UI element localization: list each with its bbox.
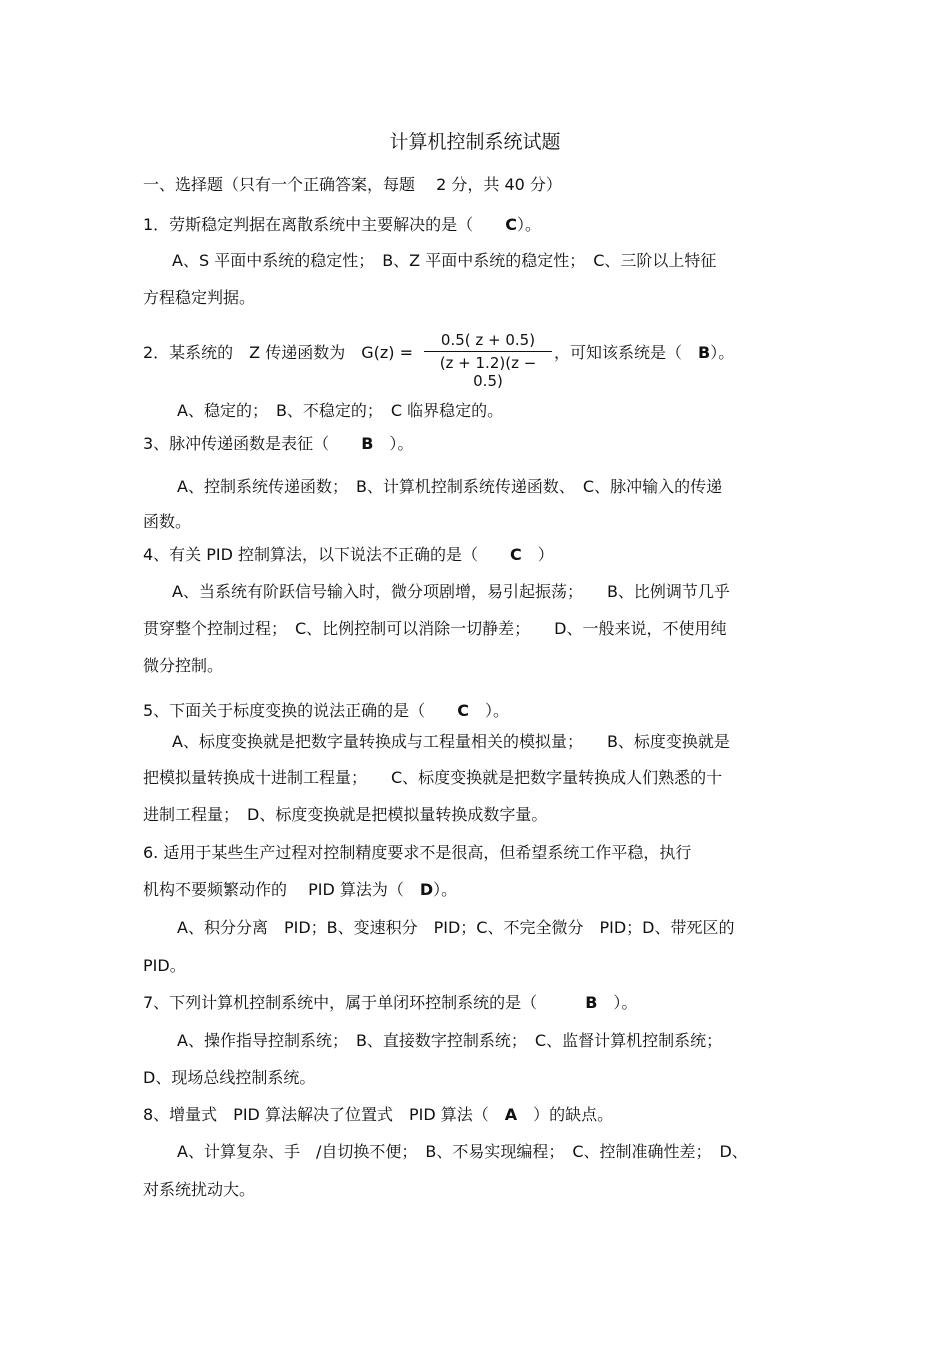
question-8 (143, 1105, 613, 1125)
question-stem: 7、下列计算机控制系统中，属于单闭环控制系统的是（ (143, 993, 586, 1012)
question-5-options-cont: 进制工程量； D、标度变换就是把模拟量转换成数字量。 (143, 805, 548, 824)
question-6: 6. 适用于某些生产过程对控制精度要求不是很高，但希望系统工作平稳，执行 (143, 843, 692, 862)
question-2-options: A、稳定的； B、不稳定的； C 临界稳定的。 (177, 401, 504, 420)
answer-letter: C (505, 215, 517, 234)
answer-letter: B (698, 343, 711, 362)
question-2 (143, 343, 413, 363)
question-stem: 8、增量式 PID 算法解决了位置式 PID 算法（ (143, 1105, 505, 1124)
question-stem-end: ）的缺点。 (517, 1105, 614, 1124)
question-5 (143, 701, 509, 721)
question-4 (143, 545, 554, 565)
question-stem: 1．劳斯稳定判据在离散系统中主要解决的是（ (143, 215, 506, 234)
question-stem-end: ）。 (516, 215, 541, 234)
question-1-options-cont: 方程稳定判据。 (143, 288, 256, 307)
question-7-options-cont: D、现场总线控制系统。 (143, 1068, 316, 1087)
answer-letter: A (504, 1105, 518, 1124)
question-6-options: A、积分分离 PID；B、变速积分 PID；C、不完全微分 PID；D、带死区的 (177, 918, 735, 937)
question-stem-end: ）。 (710, 343, 735, 362)
answer-letter: D (419, 880, 434, 899)
question-stem: 2．某系统的 Z 传递函数为 G(z) = (143, 343, 414, 362)
question-4-options-cont: 贯穿整个控制过程； C、比例控制可以消除一切静差； D、一般来说，不使用纯 (143, 619, 727, 638)
question-7-options: A、操作指导控制系统； B、直接数字控制系统； C、监督计算机控制系统； (177, 1031, 723, 1050)
answer-letter: C (510, 545, 522, 564)
question-8-options-cont: 对系统扰动大。 (143, 1180, 256, 1199)
question-stem: ，可知该系统是（ (554, 343, 699, 362)
question-5-options-cont: 把模拟量转换成十进制工程量； C、标度变换就是把数字量转换成人们熟悉的十 (143, 768, 723, 787)
question-6-cont (143, 880, 457, 900)
answer-letter: C (457, 701, 469, 720)
question-3-options-cont: 函数。 (143, 512, 192, 531)
question-8-options: A、计算复杂、手 /自切换不便； B、不易实现编程； C、控制准确性差； D、 (177, 1142, 748, 1161)
question-stem: 3、脉冲传递函数是表征（ (143, 434, 362, 453)
question-stem-end: ）。 (597, 993, 638, 1012)
answer-letter: B (361, 434, 374, 453)
question-7 (143, 993, 637, 1013)
fraction-numerator: 0.5( z + 0.5) (440, 331, 536, 349)
question-stem: 机构不要频繁动作的 PID 算法为（ (143, 880, 420, 899)
question-2-end (554, 343, 734, 363)
question-6-options-cont: PID。 (143, 956, 186, 975)
fraction-denominator: (z + 1.2)(z − 0.5) (439, 354, 537, 390)
question-stem-end: ） (521, 545, 554, 564)
question-5-options: A、标度变换就是把数字量转换成与工程量相关的模拟量； B、标度变换就是 (172, 732, 730, 751)
question-4-options: A、当系统有阶跃信号输入时，微分项剧增，易引起振荡； B、比例调节几乎 (172, 582, 730, 601)
answer-letter: B (585, 993, 598, 1012)
page-title: 计算机控制系统试题 (389, 131, 561, 153)
question-stem-end: ）。 (433, 880, 458, 899)
transfer-function-fraction (424, 331, 552, 390)
section-heading: 一、选择题（只有一个正确答案，每题 2 分，共 40 分） (143, 175, 562, 194)
question-stem: 5、下面关于标度变换的说法正确的是（ (143, 701, 458, 720)
question-stem-end: ）。 (373, 434, 414, 453)
question-4-options-cont: 微分控制。 (143, 656, 224, 675)
fraction-bar (424, 351, 552, 352)
question-stem-end: ）。 (468, 701, 509, 720)
question-3-options: A、控制系统传递函数； B、计算机控制系统传递函数、 C、脉冲输入的传递 (177, 477, 723, 496)
question-1-options: A、S 平面中系统的稳定性； B、Z 平面中系统的稳定性； C、三阶以上特征 (172, 251, 717, 270)
question-stem: 4、有关 PID 控制算法，以下说法不正确的是（ (143, 545, 511, 564)
question-3 (143, 434, 413, 454)
question-1 (143, 215, 541, 235)
